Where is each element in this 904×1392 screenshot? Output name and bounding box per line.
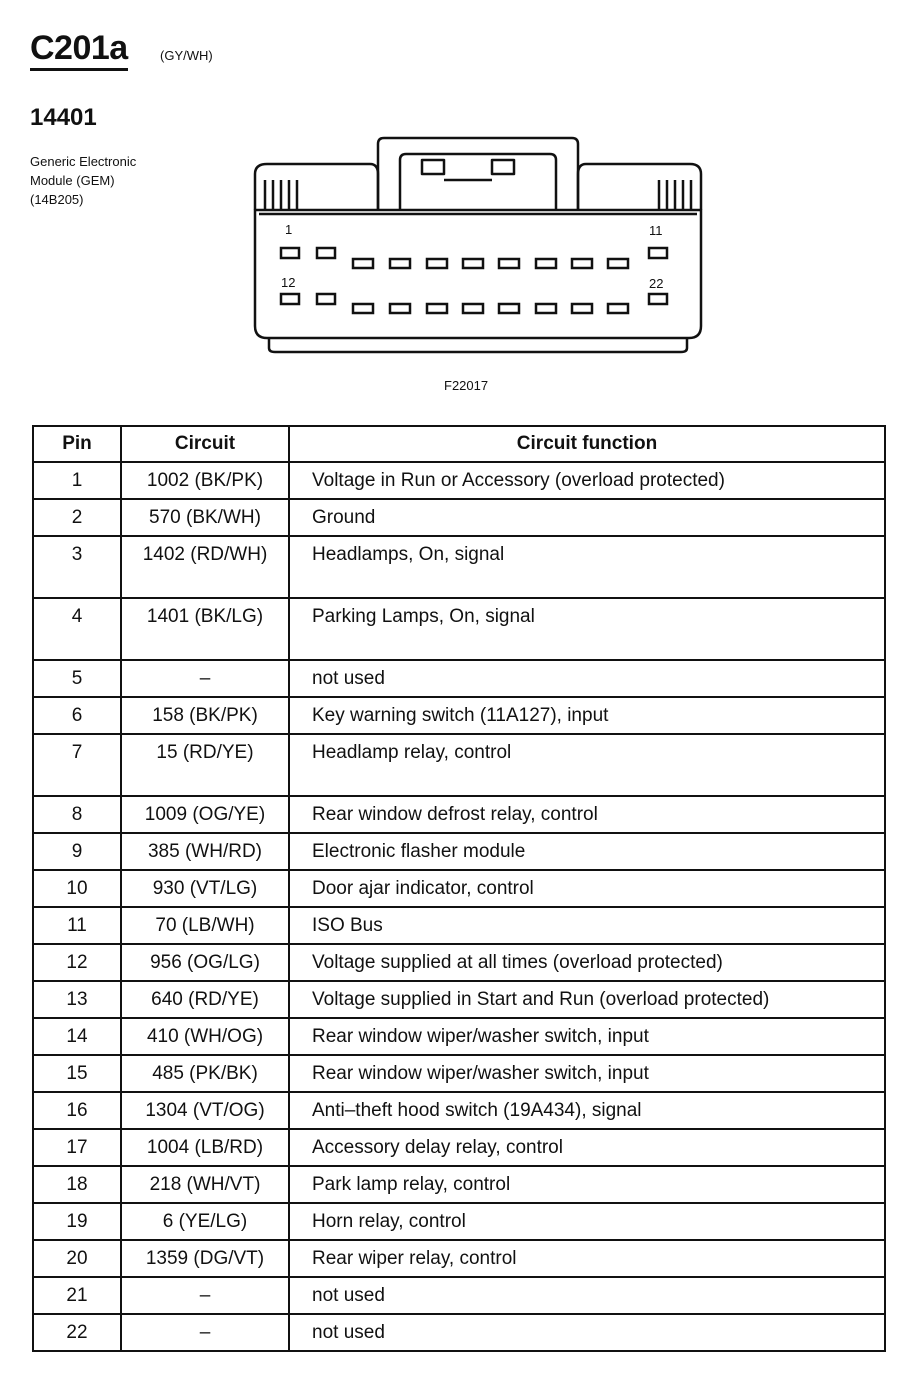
table-row <box>33 462 885 499</box>
module-description <box>30 152 136 209</box>
table-row <box>33 1018 885 1055</box>
circuit-cell: 1304 (VT/OG) <box>121 1092 289 1129</box>
module-line: (14B205) <box>30 192 84 207</box>
pin-label-1: 1 <box>285 222 293 237</box>
function-cell: Parking Lamps, On, signal <box>289 598 885 660</box>
pin-cell: 8 <box>33 796 121 833</box>
table-header-row <box>33 426 885 462</box>
circuit-cell: 570 (BK/WH) <box>121 499 289 536</box>
function-cell: Voltage in Run or Accessory (overload protected) <box>289 462 885 499</box>
table-row <box>33 499 885 536</box>
function-cell: ISO Bus <box>289 907 885 944</box>
circuit-cell: 1009 (OG/YE) <box>121 796 289 833</box>
circuit-cell: 70 (LB/WH) <box>121 907 289 944</box>
header-circuit-function: Circuit function <box>289 426 885 462</box>
connector-color: (GY/WH) <box>160 48 213 63</box>
pin-cell: 17 <box>33 1129 121 1166</box>
pin-cell: 6 <box>33 697 121 734</box>
pin-label-11: 11 <box>649 223 663 238</box>
table-row <box>33 598 885 660</box>
connector-id: C201a <box>30 30 128 71</box>
function-cell: Accessory delay relay, control <box>289 1129 885 1166</box>
table-row <box>33 1055 885 1092</box>
circuit-cell: 385 (WH/RD) <box>121 833 289 870</box>
function-cell: Electronic flasher module <box>289 833 885 870</box>
circuit-cell: 15 (RD/YE) <box>121 734 289 796</box>
pin-cell: 4 <box>33 598 121 660</box>
table-row <box>33 660 885 697</box>
function-cell: Headlamps, On, signal <box>289 536 885 598</box>
function-cell: Ground <box>289 499 885 536</box>
circuit-cell: 1002 (BK/PK) <box>121 462 289 499</box>
function-cell: not used <box>289 1277 885 1314</box>
part-number: 14401 <box>30 104 97 131</box>
table-row <box>33 1203 885 1240</box>
circuit-cell: 485 (PK/BK) <box>121 1055 289 1092</box>
pin-cell: 19 <box>33 1203 121 1240</box>
table-row <box>33 870 885 907</box>
header-pin: Pin <box>33 426 121 462</box>
pin-cell: 5 <box>33 660 121 697</box>
pin-table <box>32 425 886 1352</box>
pin-cell: 22 <box>33 1314 121 1351</box>
function-cell: not used <box>289 1314 885 1351</box>
pin-cell: 13 <box>33 981 121 1018</box>
function-cell: Rear window defrost relay, control <box>289 796 885 833</box>
table-row <box>33 907 885 944</box>
pin-cell: 2 <box>33 499 121 536</box>
table-row <box>33 796 885 833</box>
circuit-cell: 1359 (DG/VT) <box>121 1240 289 1277</box>
pin-label-22: 22 <box>649 276 664 291</box>
module-line: Generic Electronic <box>30 154 137 169</box>
function-cell: Door ajar indicator, control <box>289 870 885 907</box>
pin-cell: 1 <box>33 462 121 499</box>
circuit-cell: 6 (YE/LG) <box>121 1203 289 1240</box>
table-row <box>33 981 885 1018</box>
table-row <box>33 1314 885 1351</box>
table-row <box>33 734 885 796</box>
pin-cell: 9 <box>33 833 121 870</box>
pin-cell: 3 <box>33 536 121 598</box>
pin-cell: 20 <box>33 1240 121 1277</box>
function-cell: Anti–theft hood switch (19A434), signal <box>289 1092 885 1129</box>
circuit-cell: 410 (WH/OG) <box>121 1018 289 1055</box>
circuit-cell: – <box>121 1277 289 1314</box>
circuit-cell: 1402 (RD/WH) <box>121 536 289 598</box>
connector-face-diagram <box>245 130 715 362</box>
pin-cell: 12 <box>33 944 121 981</box>
pin-label-12: 12 <box>281 275 296 290</box>
function-cell: Park lamp relay, control <box>289 1166 885 1203</box>
function-cell: Key warning switch (11A127), input <box>289 697 885 734</box>
circuit-cell: 218 (WH/VT) <box>121 1166 289 1203</box>
circuit-cell: 1401 (BK/LG) <box>121 598 289 660</box>
pin-cell: 18 <box>33 1166 121 1203</box>
table-row <box>33 833 885 870</box>
table-row <box>33 1129 885 1166</box>
pin-cell: 11 <box>33 907 121 944</box>
function-cell: not used <box>289 660 885 697</box>
circuit-cell: 640 (RD/YE) <box>121 981 289 1018</box>
pin-cell: 7 <box>33 734 121 796</box>
pin-cell: 14 <box>33 1018 121 1055</box>
table-row <box>33 697 885 734</box>
function-cell: Headlamp relay, control <box>289 734 885 796</box>
circuit-cell: 158 (BK/PK) <box>121 697 289 734</box>
function-cell: Horn relay, control <box>289 1203 885 1240</box>
function-cell: Voltage supplied at all times (overload protected) <box>289 944 885 981</box>
circuit-cell: 956 (OG/LG) <box>121 944 289 981</box>
pin-cell: 10 <box>33 870 121 907</box>
header-circuit: Circuit <box>121 426 289 462</box>
table-row <box>33 1240 885 1277</box>
function-cell: Voltage supplied in Start and Run (overload protected) <box>289 981 885 1018</box>
function-cell: Rear window wiper/washer switch, input <box>289 1055 885 1092</box>
table-row <box>33 944 885 981</box>
figure-code: F22017 <box>444 378 489 393</box>
function-cell: Rear wiper relay, control <box>289 1240 885 1277</box>
table-row <box>33 1166 885 1203</box>
function-cell: Rear window wiper/washer switch, input <box>289 1018 885 1055</box>
circuit-cell: – <box>121 660 289 697</box>
pin-cell: 16 <box>33 1092 121 1129</box>
pin-cell: 15 <box>33 1055 121 1092</box>
pin-cell: 21 <box>33 1277 121 1314</box>
circuit-cell: 930 (VT/LG) <box>121 870 289 907</box>
module-line: Module (GEM) <box>30 173 115 188</box>
circuit-cell: 1004 (LB/RD) <box>121 1129 289 1166</box>
table-row <box>33 1092 885 1129</box>
table-row <box>33 536 885 598</box>
table-row <box>33 1277 885 1314</box>
circuit-cell: – <box>121 1314 289 1351</box>
